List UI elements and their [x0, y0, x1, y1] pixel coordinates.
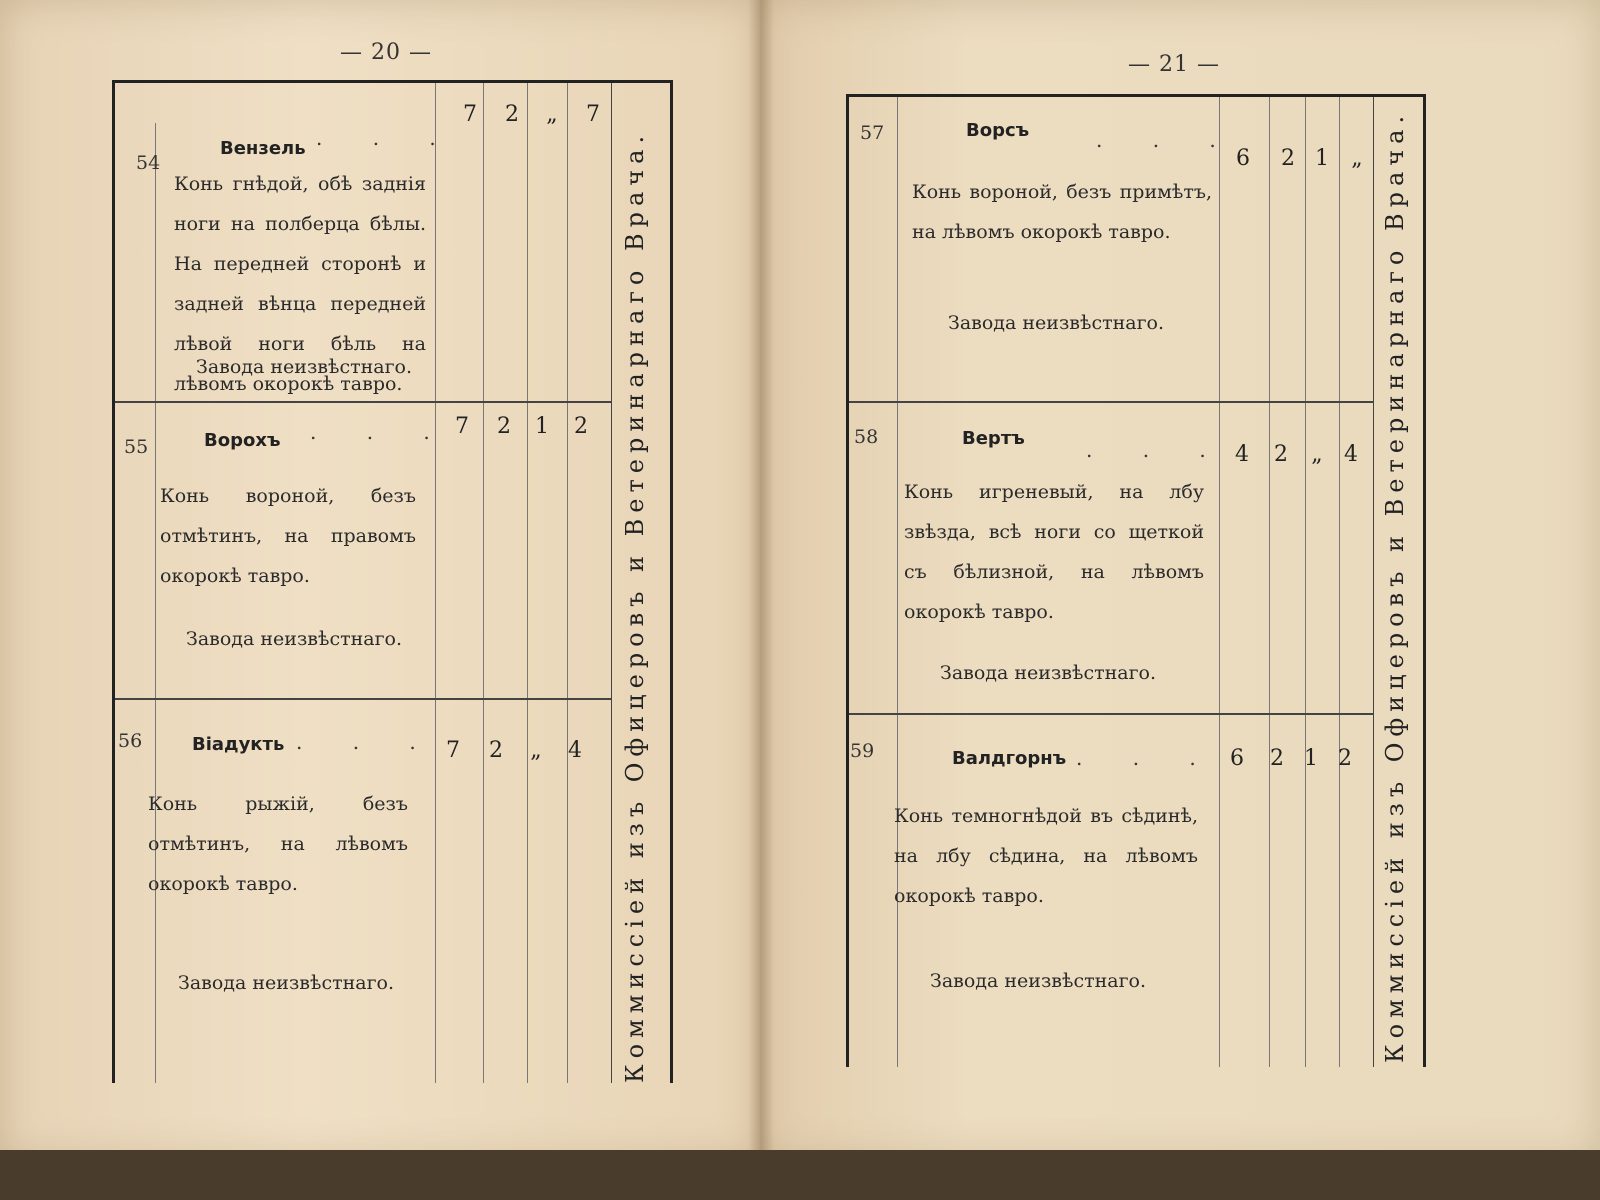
horse-name: Валдгорнъ	[952, 748, 1067, 769]
value-cell: 6	[1230, 746, 1244, 771]
stud-farm: Завода неизвѣстнаго.	[186, 628, 403, 650]
value-cell: 2	[1270, 746, 1284, 771]
horse-name: Вiадукть	[192, 734, 285, 755]
vertical-commission-note: Коммиссiей изъ Офицеровъ и Ветеринарнаго Врача.	[621, 129, 649, 1083]
horse-name: Ворохъ	[204, 430, 281, 451]
value-cell: 2	[489, 738, 503, 763]
value-cell: 2	[574, 414, 588, 439]
stud-farm: Завода неизвѣстнаго.	[940, 662, 1157, 684]
value-cell: 1	[1315, 146, 1329, 171]
value-cell: 2	[497, 414, 511, 439]
column-divider	[1269, 97, 1270, 1067]
column-divider	[483, 83, 484, 1083]
value-cell: „	[530, 738, 542, 763]
horse-description: Конь рыжiй, безъ отмѣтинъ, на лѣвомъ окорокѣ тавро.	[148, 793, 408, 895]
entry-number: 59	[850, 740, 875, 762]
column-divider	[567, 83, 568, 1083]
vertical-commission-note: Коммиссiей изъ Офицеровъ и Ветеринарнаго Врача.	[1381, 109, 1409, 1063]
value-cell: 4	[1235, 442, 1249, 467]
leader-dots: . . .	[296, 730, 438, 754]
column-divider	[155, 123, 156, 1083]
stud-farm: Завода неизвѣстнаго.	[196, 356, 413, 378]
entry-number: 56	[118, 730, 143, 752]
column-divider	[435, 83, 436, 1083]
entry-number: 57	[860, 122, 885, 144]
value-cell: 4	[568, 738, 582, 763]
value-cell: „	[1311, 442, 1323, 467]
left-page-number: — 20 —	[340, 40, 432, 65]
value-cell: 7	[446, 738, 460, 763]
horse-description: Конь гнѣдой, обѣ заднiя ноги на полберца бѣлы. На передней сторонѣ и задней вѣнца передней лѣвой ноги бѣль на лѣвомъ окорокѣ тавро.	[174, 173, 426, 395]
value-cell: 1	[535, 414, 549, 439]
value-cell: 7	[463, 102, 477, 127]
horse-description: Конь вороной, безъ примѣтъ, на лѣвомъ окорокѣ тавро.	[912, 181, 1212, 243]
leader-dots: . . .	[316, 126, 458, 150]
column-divider	[897, 97, 898, 1067]
entry-number: 58	[854, 426, 879, 448]
entry-number: 55	[124, 436, 149, 458]
leader-dots: . . .	[1096, 128, 1238, 152]
right-page-number: — 21 —	[1128, 52, 1220, 77]
value-cell: 7	[455, 414, 469, 439]
value-cell: 2	[505, 102, 519, 127]
entry-number: 54	[136, 152, 161, 174]
value-cell: 1	[1304, 746, 1318, 771]
column-divider	[1339, 97, 1340, 1067]
stud-farm: Завода неизвѣстнаго.	[948, 312, 1165, 334]
column-divider	[1373, 97, 1374, 1067]
horse-description: Конь темногнѣдой въ сѣдинѣ, на лбу сѣдина, на лѣвомъ окорокѣ тавро.	[894, 805, 1198, 907]
stud-farm: Завода неизвѣстнаго.	[178, 972, 395, 994]
leader-dots: . . .	[1086, 438, 1228, 462]
horse-description: Конь игреневый, на лбу звѣзда, всѣ ноги со щеткой съ бѣлизной, на лѣвомъ окорокѣ тавро.	[904, 481, 1204, 623]
value-cell: 2	[1274, 442, 1288, 467]
value-cell: 6	[1236, 146, 1250, 171]
value-cell: „	[1351, 146, 1363, 171]
stud-farm: Завода неизвѣстнаго.	[930, 970, 1147, 992]
horse-description: Конь вороной, безъ отмѣтинъ, на правомъ окорокѣ тавро.	[160, 485, 416, 587]
column-divider	[1219, 97, 1220, 1067]
row-divider	[849, 713, 1373, 715]
leader-dots: . . .	[1076, 746, 1218, 770]
column-divider	[611, 83, 612, 1083]
horse-name: Вертъ	[962, 428, 1025, 449]
table-surface	[0, 1150, 1600, 1200]
column-divider	[1305, 97, 1306, 1067]
leader-dots: . . .	[310, 420, 452, 444]
row-divider	[115, 698, 611, 700]
value-cell: 7	[586, 102, 600, 127]
value-cell: 4	[1344, 442, 1358, 467]
row-divider	[849, 401, 1373, 403]
value-cell: 2	[1281, 146, 1295, 171]
horse-name: Ворсъ	[966, 120, 1030, 141]
horse-name: Вензель	[220, 138, 306, 159]
value-cell: 2	[1338, 746, 1352, 771]
book-gutter	[748, 0, 774, 1160]
value-cell: „	[546, 102, 558, 127]
column-divider	[527, 83, 528, 1083]
